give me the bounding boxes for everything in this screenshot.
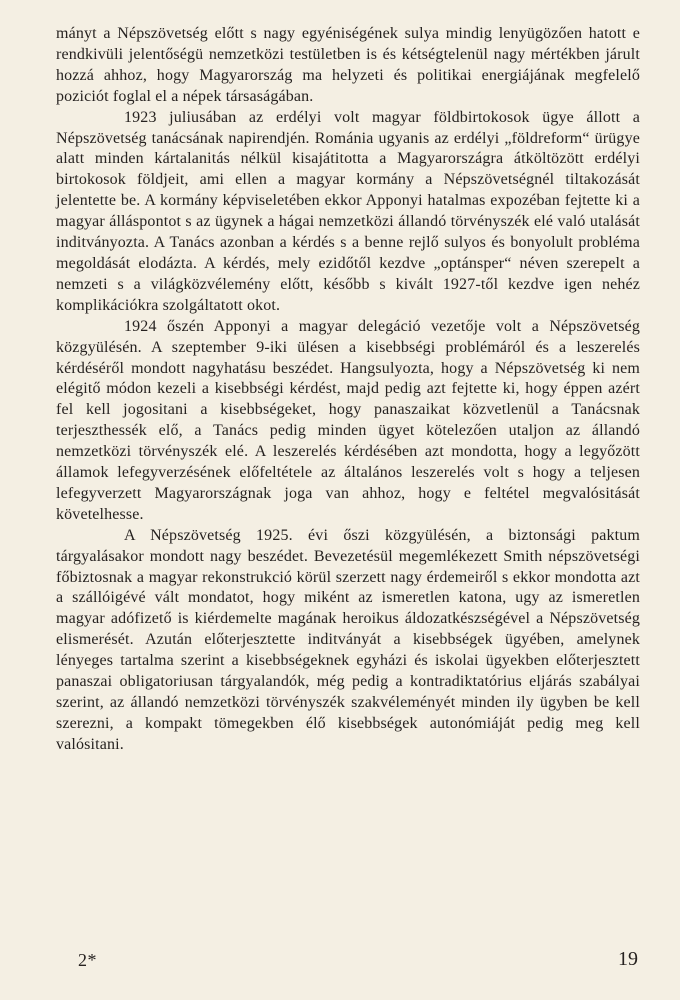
- paragraph-continuation: mányt a Népszövetség előtt s nagy egyéniségének sulya mindig lenyügözően hatott e rendkivüli jelentőségü nemzetközi testületben is és kétségtelenül nagy mértékben járult hozzá ahhoz, hogy Magyarország ma helyzeti és politikai energiájának megfelelő poziciót foglal el a népek társaságában.: [56, 25, 640, 105]
- page-number: 19: [618, 948, 638, 970]
- body-text: [56, 24, 640, 756]
- signature-mark: 2*: [78, 950, 97, 970]
- paragraph-optans-case: 1923 juliusában az erdélyi volt magyar földbirtokosok ügye állott a Népszövetség tanácsának napirendjén. Románia ugyanis az erdélyi „földreform“ ürügye alatt minden kártalanitás nélkül kisajátitotta a Magyarországra átköltözött erdélyi birtokosok földjeit, ami ellen a magyar kormány a Népszövetségnél tiltakozását jelentette be. A kormány képviseletében ekkor Apponyi hatalmas expozéban fejtette ki a magyar álláspontot s az ügynek a hágai nemzetközi állandó törvényszék elé való utalását inditványozta. A Tanács azonban a kérdés s a benne rejlő sulyos és bonyolult probléma megoldását elodázta. A kérdés, mely ezidőtől kezdve „optánsper“ néven szerepelt a nemzeti s a világközvélemény előtt, később s kivált 1927-től kezdve igen nehéz komplikációkra szolgáltatott okot.: [56, 108, 640, 314]
- page-footer: [0, 948, 680, 976]
- paragraph-1925-assembly: A Népszövetség 1925. évi őszi közgyülésén, a biztonsági paktum tárgyalásakor mondott nagy beszédet. Bevezetésül megemlékezett Smith népszövetségi főbiztosnak a magyar rekonstrukció körül szerzett nagy érdemeiről s ekkor mondotta azt a szállóigévé vált mondatot, hogy miként az ismeretlen katona, ugy az ismeretlen magyar adófizető is kiérdemelte magának heroikus áldozatkészségével a Népszövetség elismerését. Azután előterjesztette inditványát a kisebbségek ügyében, amelynek lényeges tartalma szerint a kisebbségeknek egyházi és iskolai ügyekben előterjesztett panaszai obligatoriusan tárgyalandók, még pedig a kontradiktatórius eljárás szabályai szerint, az állandó nemzetközi törvényszék szakvéleményét minden ily ügyben be kell szerezni, a kompakt tömegekben élő kisebbségek autonómiáját pedig meg kell valósitani.: [56, 526, 640, 753]
- paragraph-1924-assembly: 1924 őszén Apponyi a magyar delegáció vezetője volt a Népszövetség közgyülésén. A szeptember 9-iki ülésen a kisebbségi problémáról és a leszerelés kérdéséről mondott nagyhatásu beszédet. Hangsulyozta, hogy a Népszövetség ki nem elégitő módon kezeli a kisebbségi kérdést, majd pedig azt fejtette ki, hogy éppen azért fel kell jogositani a kisebbségeket, hogy panaszaikat közvetlenül a Tanácsnak terjeszthessék elő, a Tanács pedig minden ügyet kötelezően utaljon az állandó nemzetközi törvényszék elé. A leszerelés kérdésében azt mondotta, hogy a legyőzött államok lefegyverzésének előfeltétele az általános leszerelés volt s hogy a teljesen lefegyverzett Magyarországnak joga van ahhoz, hogy e feltétel megvalósitását követelhesse.: [56, 317, 640, 523]
